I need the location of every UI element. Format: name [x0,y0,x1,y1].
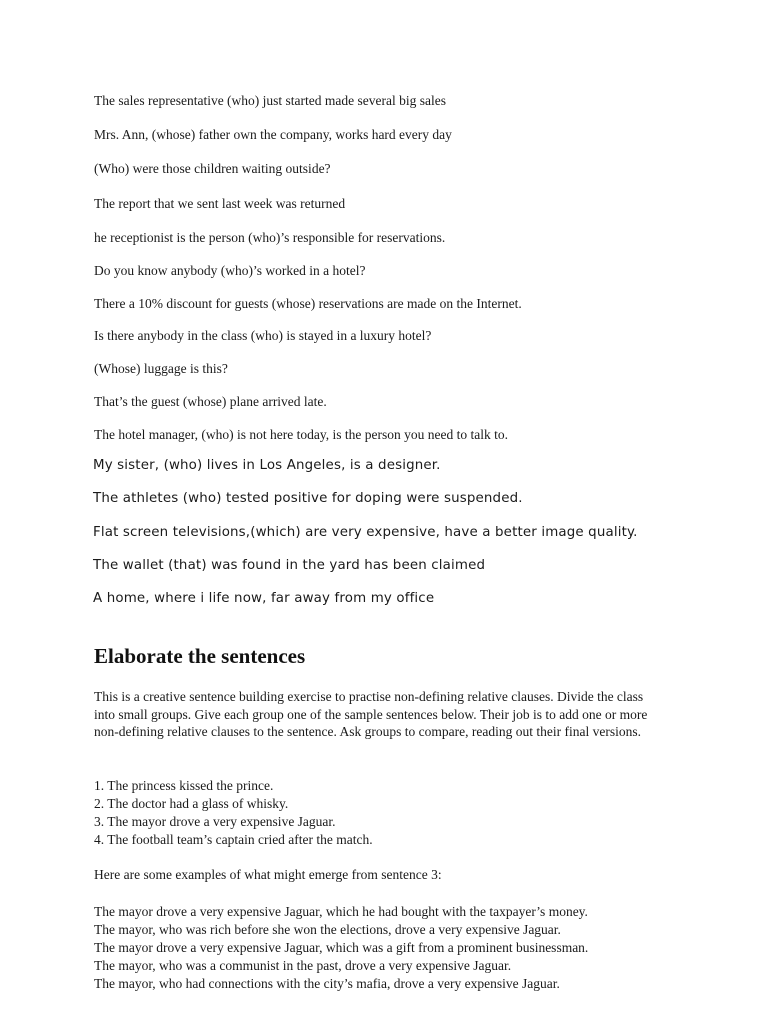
examples-intro: Here are some examples of what might emerge from sentence 3: [94,867,442,882]
example-sentence: The mayor, who was a communist in the past, drove a very expensive Jaguar. [94,958,512,973]
example-sentence: The mayor drove a very expensive Jaguar, which was a gift from a prominent businessman. [94,940,589,955]
exercise-sentence: Do you know anybody (who)’s worked in a hotel? [94,263,366,278]
exercise-sentence: he receptionist is the person (who)’s responsible for reservations. [94,230,446,245]
extra-sentence: The athletes (who) tested positive for doping were suspended. [93,491,523,506]
list-item: 4. The football team’s captain cried after the match. [94,832,373,847]
list-item: 1. The princess kissed the prince. [94,778,274,793]
exercise-sentence: There a 10% discount for guests (whose) reservations are made on the Internet. [94,296,522,311]
sample-sentence-list [94,777,373,849]
exercise-sentence: The sales representative (who) just started made several big sales [94,93,446,108]
exercise-sentence: Mrs. Ann, (whose) father own the company, works hard every day [94,127,452,142]
example-sentence: The mayor, who was rich before she won the elections, drove a very expensive Jaguar. [94,922,561,937]
list-item: 2. The doctor had a glass of whisky. [94,796,289,811]
example-list [94,903,588,993]
exercise-sentence: (Whose) luggage is this? [94,361,228,376]
exercise-sentence: The report that we sent last week was returned [94,196,346,211]
section-heading: Elaborate the sentences [94,644,306,668]
extra-sentence: My sister, (who) lives in Los Angeles, is a designer. [93,458,441,473]
extra-sentence: Flat screen televisions,(which) are very expensive, have a better image quality. [93,525,638,540]
exercise-sentence: That’s the guest (whose) plane arrived late. [94,394,327,409]
list-item: 3. The mayor drove a very expensive Jaguar. [94,814,336,829]
extra-sentence: A home, where i life now, far away from my office [93,591,435,606]
extra-sentence: The wallet (that) was found in the yard has been claimed [93,558,486,573]
exercise-sentence: Is there anybody in the class (who) is stayed in a luxury hotel? [94,328,432,343]
example-sentence: The mayor, who had connections with the city’s mafia, drove a very expensive Jaguar. [94,976,560,991]
exercise-sentence: (Who) were those children waiting outside? [94,161,331,176]
exercise-sentence: The hotel manager, (who) is not here today, is the person you need to talk to. [94,427,508,442]
intro-paragraph: This is a creative sentence building exercise to practise non-defining relative clauses. Divide the class into small groups. Give each group one of the sample sentences below. Their job is to add one or more non-defining relative clauses to the sentence. Ask groups to compare, reading out their final versions. [94,689,648,739]
example-sentence: The mayor drove a very expensive Jaguar, which he had bought with the taxpayer’s money. [94,904,588,919]
